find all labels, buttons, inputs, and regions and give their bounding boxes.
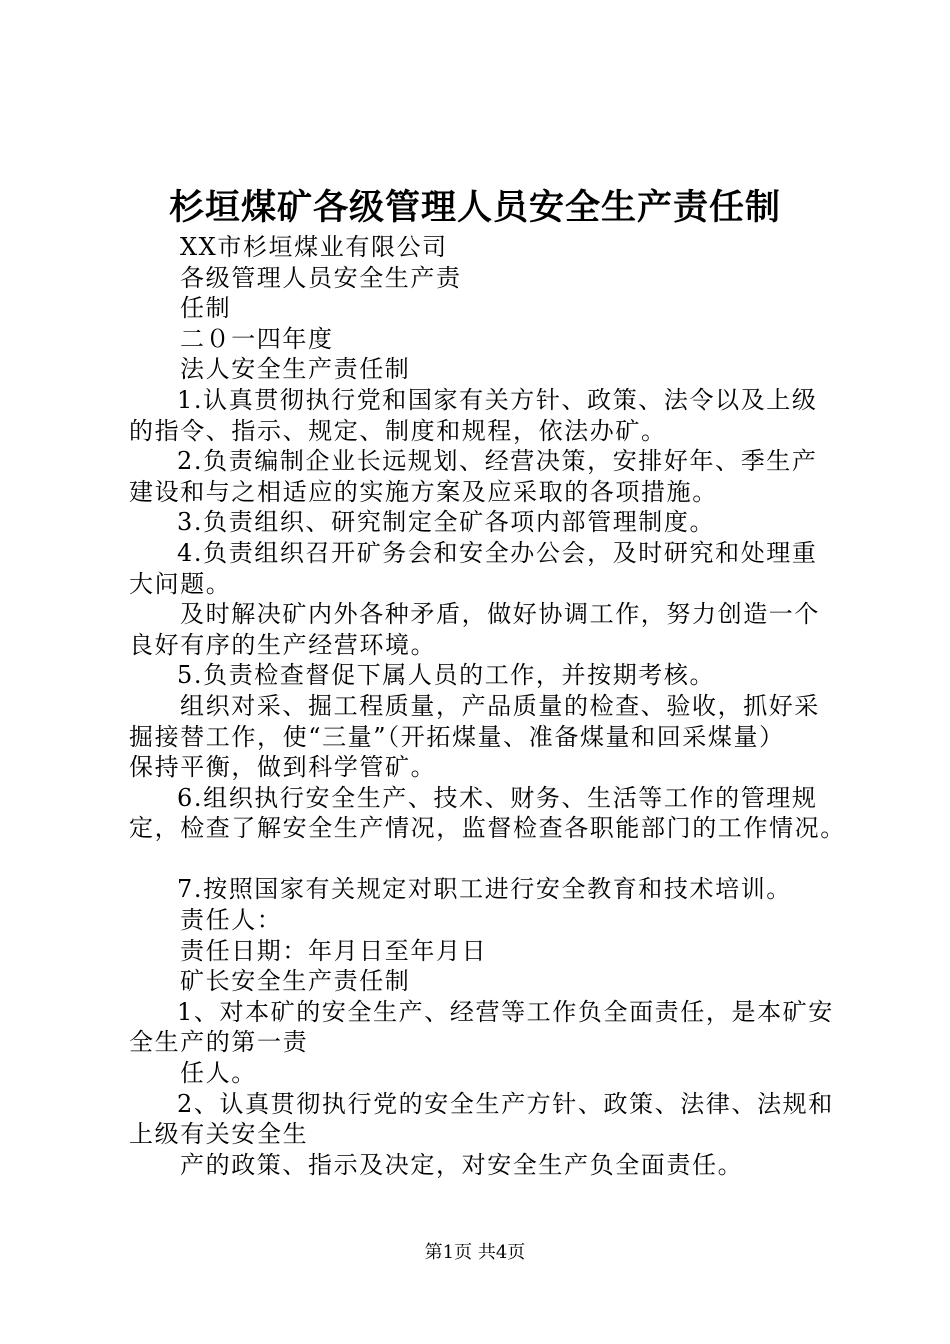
paragraph-line: 3.负责组织、研究制定全矿各项内部管理制度。 (177, 508, 716, 537)
paragraph-line: 及时解决矿内外各种矛盾，做好协调工作，努力创造一个 (180, 600, 820, 629)
paragraph-line: 大问题。 (129, 569, 232, 598)
paragraph-line: 掘接替工作，使“三量”（开拓煤量、准备煤量和回采煤量） (129, 722, 785, 751)
paragraph-line: 保持平衡，做到科学管矿。 (129, 753, 437, 782)
document-title: 杉垣煤矿各级管理人员安全生产责任制 (168, 187, 781, 228)
paragraph-line: 1.认真贯彻执行党和国家有关方针、政策、法令以及上级 (177, 385, 818, 414)
paragraph-line: 4.负责组织召开矿务会和安全办公会，及时研究和处理重 (177, 538, 818, 567)
paragraph-line: 1、对本矿的安全生产、经营等工作负全面责任，是本矿安 (177, 997, 834, 1026)
paragraph-line: 任人。 (180, 1059, 257, 1088)
responsible-date-line: 责任日期：年月日至年月日 (180, 936, 488, 965)
paragraph-line: 6.组织执行安全生产、技术、财务、生活等工作的管理规 (177, 783, 818, 812)
responsible-person-line: 责任人： (180, 906, 283, 935)
section-heading: 矿长安全生产责任制 (180, 967, 411, 996)
paragraph-line: 建设和与之相适应的实施方案及应采取的各项措施。 (129, 477, 718, 506)
paragraph-line: 7.按照国家有关规定对职工进行安全教育和技术培训。 (177, 875, 792, 904)
subtitle-line-cont: 任制 (180, 294, 232, 323)
paragraph-line: 的指令、指示、规定、制度和规程，依法办矿。 (129, 416, 667, 445)
paragraph-line: 上级有关安全生 (129, 1120, 309, 1149)
blank-line (129, 844, 849, 875)
year-line: 二０一四年度 (180, 324, 334, 353)
section-heading: 法人安全生产责任制 (180, 355, 411, 384)
company-name-line: XX市杉垣煤业有限公司 (180, 233, 448, 261)
document-body (129, 232, 849, 1180)
paragraph-line: 组织对采、掘工程质量，产品质量的检查、验收，抓好采 (180, 691, 820, 720)
paragraph-line: 产的政策、指示及决定，对安全生产负全面责任。 (180, 1150, 744, 1179)
page-number-footer: 第1页 共4页 (424, 1242, 526, 1263)
paragraph-line: 2.负责编制企业长远规划、经营决策，安排好年、季生产 (177, 447, 818, 476)
paragraph-line: 2、认真贯彻执行党的安全生产方针、政策、法律、法规和 (177, 1089, 834, 1118)
paragraph-line: 5.负责检查督促下属人员的工作，并按期考核。 (177, 661, 716, 690)
paragraph-line: 定，检查了解安全生产情况，监督检查各职能部门的工作情况。 (129, 814, 846, 843)
subtitle-line: 各级管理人员安全生产责 (180, 263, 462, 292)
paragraph-line: 全生产的第一责 (129, 1028, 309, 1057)
paragraph-line: 良好有序的生产经营环境。 (129, 630, 437, 659)
